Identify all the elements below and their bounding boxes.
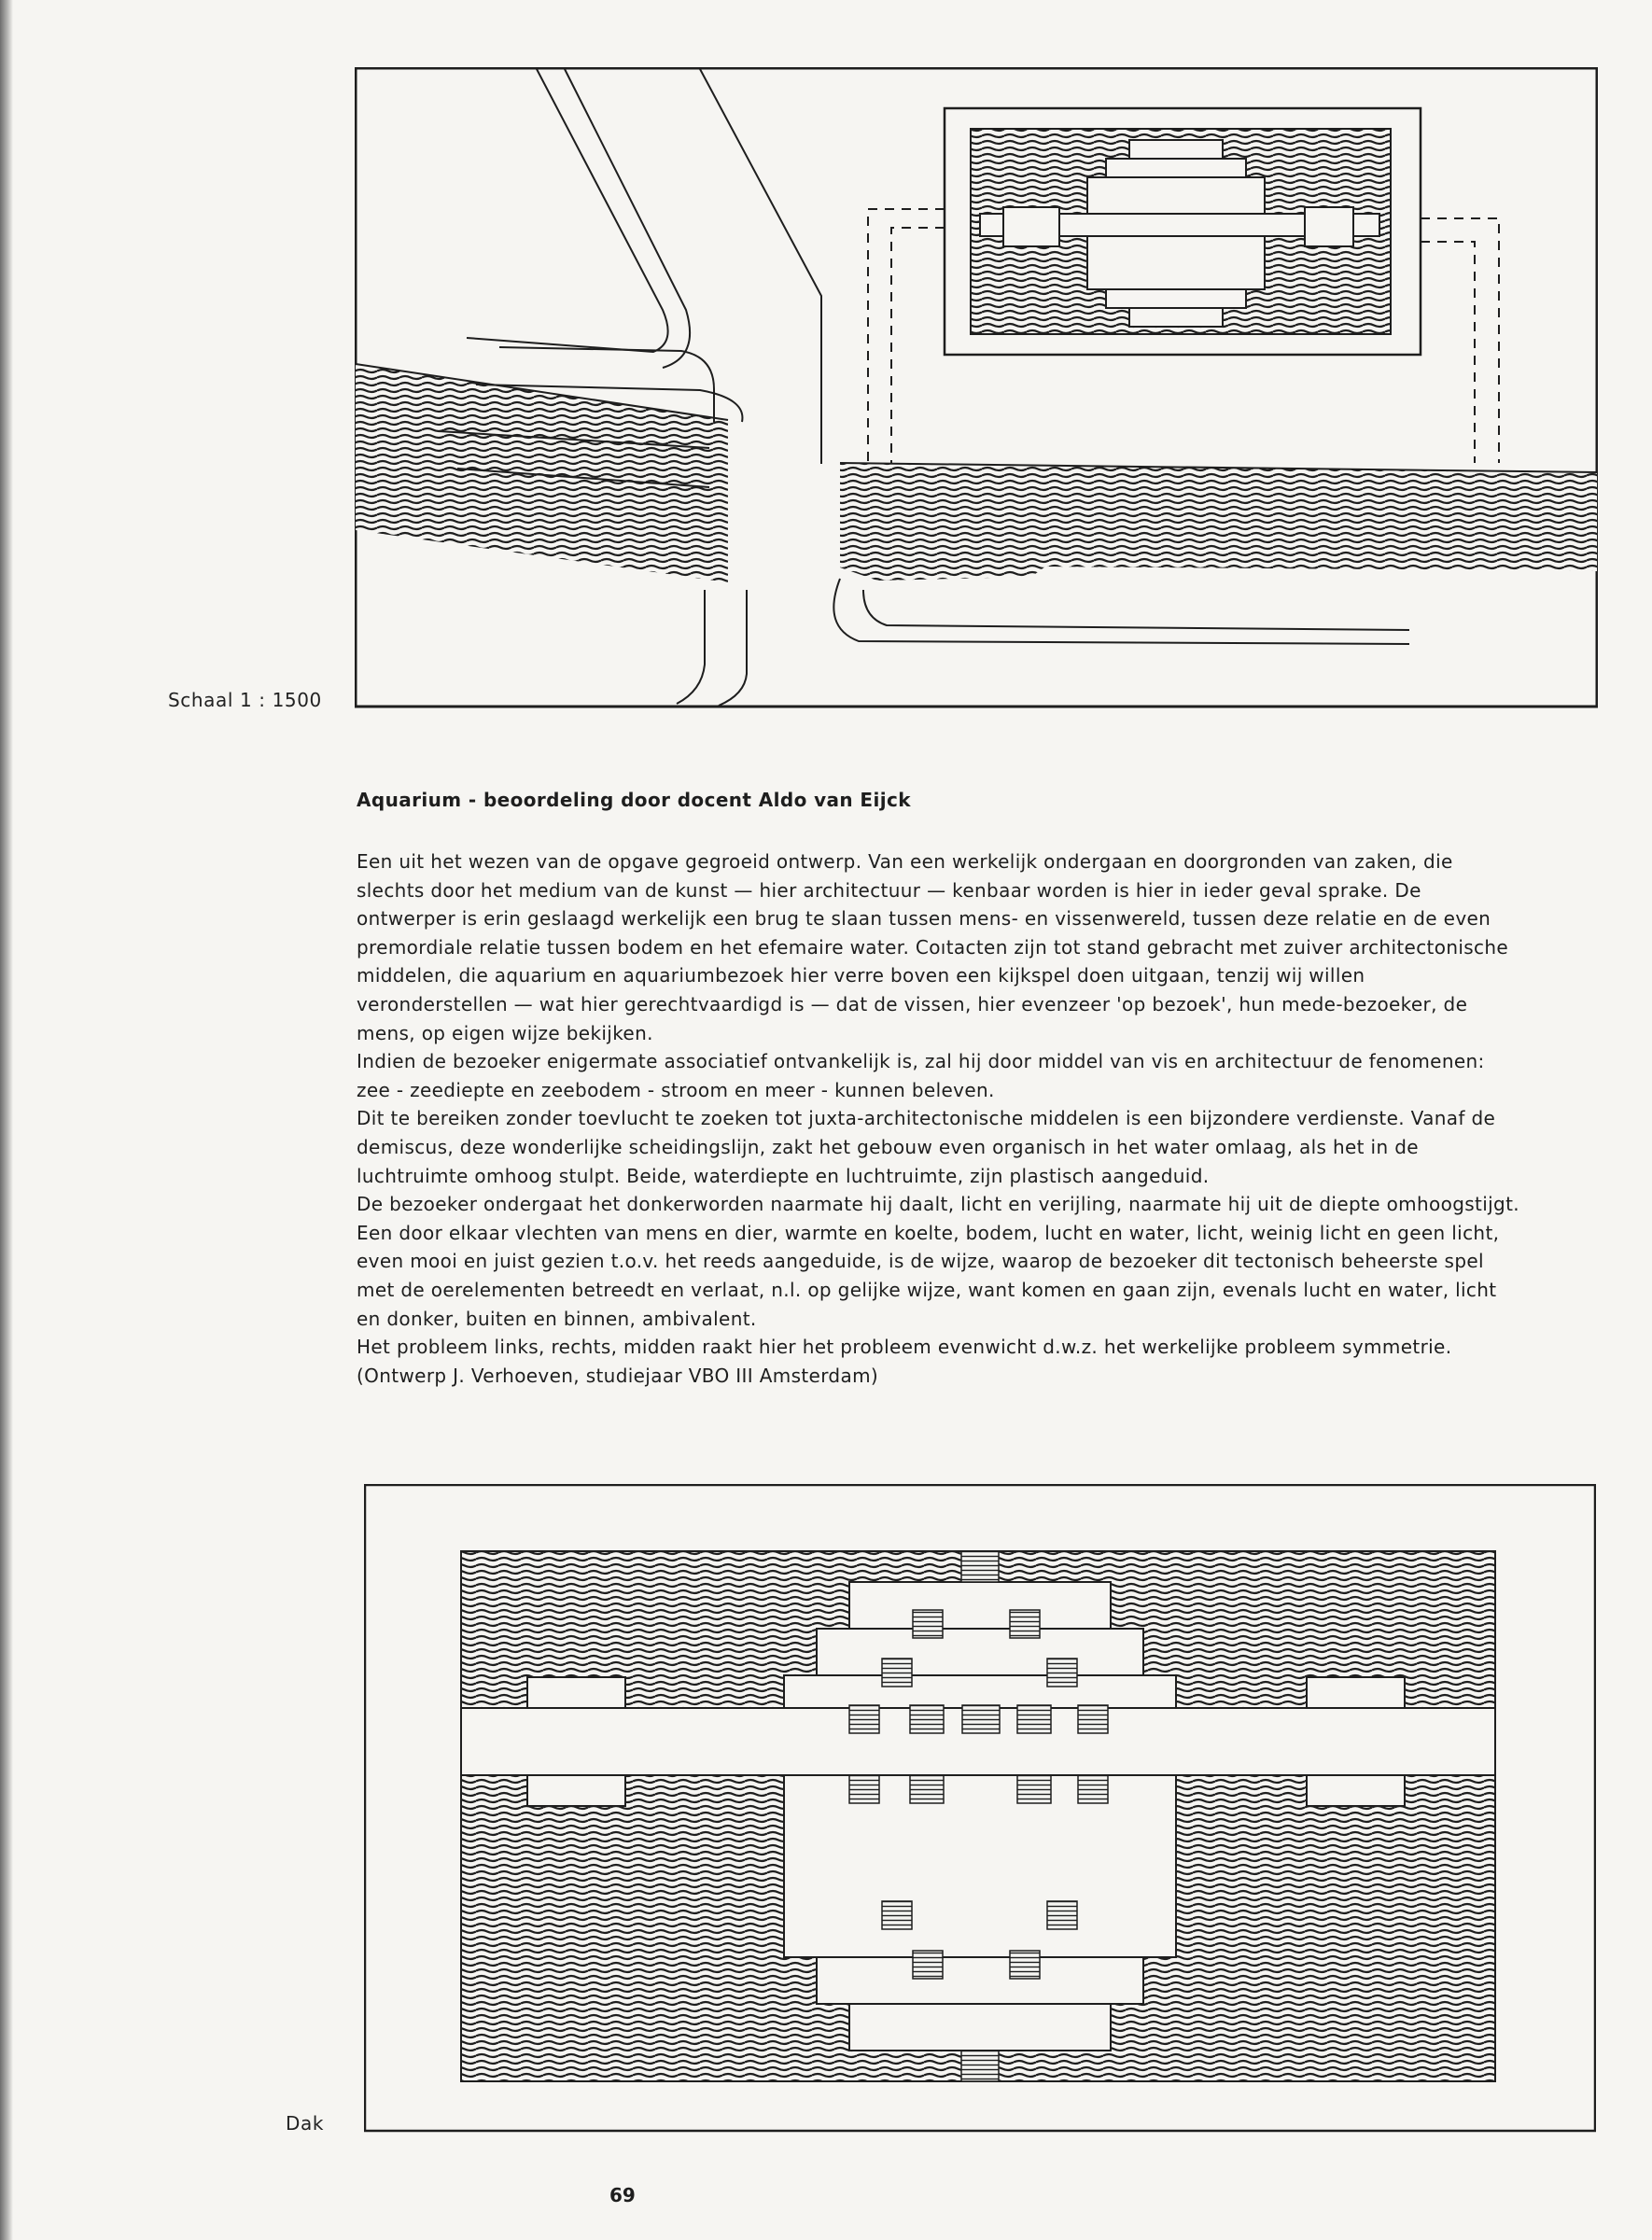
article-line: middelen, die aquarium en aquariumbezoek hier verre boven een kijkspel doen uitgaan, tenzij wij willen <box>357 964 1365 987</box>
article-line: luchtruimte omhoog stulpt. Beide, waterdiepte en luchtruimte, zijn plastisch aangeduid. <box>357 1164 1210 1187</box>
page-number: 69 <box>609 2184 636 2206</box>
article-line: en donker, buiten en binnen, ambivalent. <box>357 1307 757 1330</box>
roof-plan-caption: Dak <box>286 2112 325 2135</box>
canal-water-right <box>840 463 1597 581</box>
article-line: met de oerelementen betreedt en verlaat, n.l. op gelijke wijze, want komen en gaan zijn, evenals lucht en water, licht <box>357 1278 1497 1301</box>
scale-caption: Schaal 1 : 1500 <box>168 689 322 711</box>
article-line: mens, op eigen wijze bekijken. <box>357 1021 653 1044</box>
site-plan-drawing <box>355 67 1598 713</box>
page-binding-shadow <box>0 0 13 2240</box>
article-line: Dit te bereiken zonder toevlucht te zoeken tot juxta-architectonische middelen is een bijzondere verdienste. Vanaf de <box>357 1107 1496 1130</box>
article-line: Een uit het wezen van de opgave gegroeid ontwerp. Van een werkelijk ondergaan en doorgronden van zaken, die <box>357 850 1453 873</box>
article-line: Het probleem links, rechts, midden raakt hier het probleem evenwicht d.w.z. het werkelijke probleem symmetrie. <box>357 1336 1452 1359</box>
article-title: Aquarium - beoordeling door docent Aldo van Eijck <box>357 789 911 811</box>
article-line: Indien de bezoeker enigermate associatief ontvankelijk is, zal hij door middel van vis en architectuur de fenomenen: <box>357 1050 1485 1073</box>
article-line: veronderstellen — wat hier gerechtvaardigd is — dat de vissen, hier evenzeer 'op bezoek', hun mede-bezoeker, de <box>357 992 1468 1015</box>
article-body <box>357 847 1607 1390</box>
article-line: premordiale relatie tussen bodem en het efemaire water. Coıtacten zijn tot stand gebracht met zuiver architectonische <box>357 935 1509 959</box>
article-line: demiscus, deze wonderlijke scheidingslijn, zakt het gebouw even organisch in het water omlaag, als het in de <box>357 1135 1419 1158</box>
article-line: De bezoeker ondergaat het donkerworden naarmate hij daalt, licht en verijling, naarmate hij uit de diepte omhoogstijgt. <box>357 1193 1519 1216</box>
roof-plan-drawing <box>364 1484 1596 2137</box>
article-line: zee - zeediepte en zeebodem - stroom en meer - kunnen beleven. <box>357 1078 995 1101</box>
article-line: (Ontwerp J. Verhoeven, studiejaar VBO III Amsterdam) <box>357 1364 879 1387</box>
article-line: ontwerper is erin geslaagd werkelijk een brug te slaan tussen mens- en vissenwereld, tussen deze relatie en de even <box>357 907 1491 931</box>
article-line: slechts door het medium van de kunst — hier architectuur — kenbaar worden is hier in ieder geval sprake. De <box>357 878 1421 902</box>
article-line: even mooi en juist gezien t.o.v. het reeds aangeduide, is de wijze, waarop de bezoeker dit tectonisch beheerste spel <box>357 1250 1484 1273</box>
canal-water-left <box>356 364 728 582</box>
article-line: Een door elkaar vlechten van mens en dier, warmte en koelte, bodem, lucht en water, licht, weinig licht en geen licht, <box>357 1221 1500 1244</box>
